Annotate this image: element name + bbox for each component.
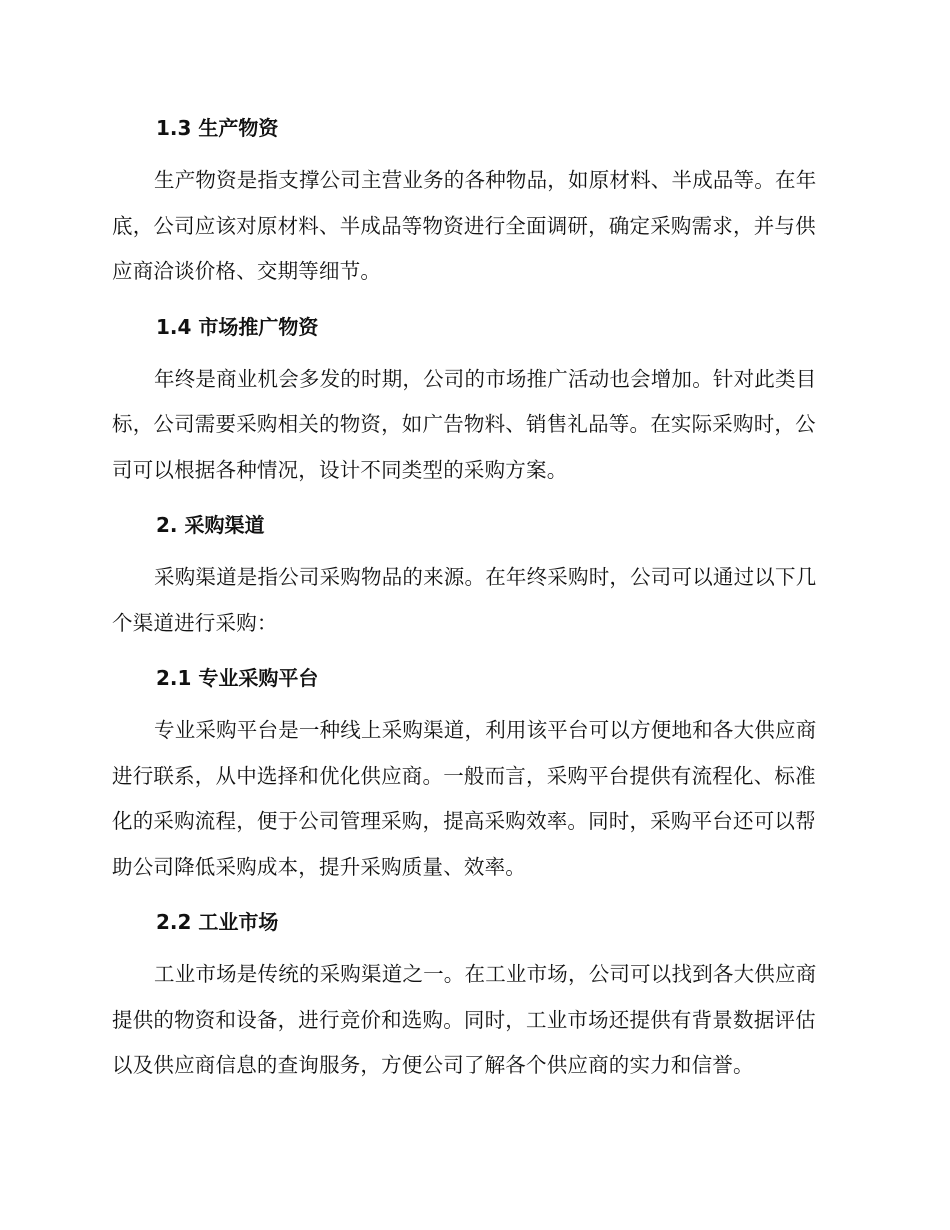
section-heading-1-4: 1.4 市场推广物资 bbox=[156, 314, 319, 339]
section-paragraph-1-4: 年终是商业机会多发的时期，公司的市场推广活动也会增加。针对此类目标，公司需要采购相关的物资，如广告物料、销售礼品等。在实际采购时，公司可以根据各种情况，设计不同类型的采购方案。 bbox=[112, 366, 817, 482]
document-body bbox=[112, 110, 832, 1089]
section-heading-2-2: 2.2 工业市场 bbox=[156, 910, 279, 934]
section-paragraph-2-2: 工业市场是传统的采购渠道之一。在工业市场，公司可以找到各大供应商提供的物资和设备，进行竞价和选购。同时，工业市场还提供有背景数据评估以及供应商信息的查询服务，方便公司了解各个供应商的实力和信誉。 bbox=[112, 962, 817, 1077]
section-paragraph-2: 采购渠道是指公司采购物品的来源。在年终采购时，公司可以通过以下几个渠道进行采购： bbox=[112, 565, 817, 635]
section-heading-1-3: 1.3 生产物资 bbox=[156, 116, 279, 140]
section-heading-2-1: 2.1 专业采购平台 bbox=[156, 666, 319, 690]
section-heading-2: 2. 采购渠道 bbox=[156, 513, 265, 537]
section-paragraph-1-3: 生产物资是指支撑公司主营业务的各种物品，如原材料、半成品等。在年底，公司应该对原材料、半成品等物资进行全面调研，确定采购需求，并与供应商洽谈价格、交期等细节。 bbox=[112, 168, 817, 283]
section-paragraph-2-1: 专业采购平台是一种线上采购渠道，利用该平台可以方便地和各大供应商进行联系，从中选择和优化供应商。一般而言，采购平台提供有流程化、标准化的采购流程，便于公司管理采购，提高采购效率。同时，采购平台还可以帮助公司降低采购成本，提升采购质量、效率。 bbox=[112, 718, 817, 879]
